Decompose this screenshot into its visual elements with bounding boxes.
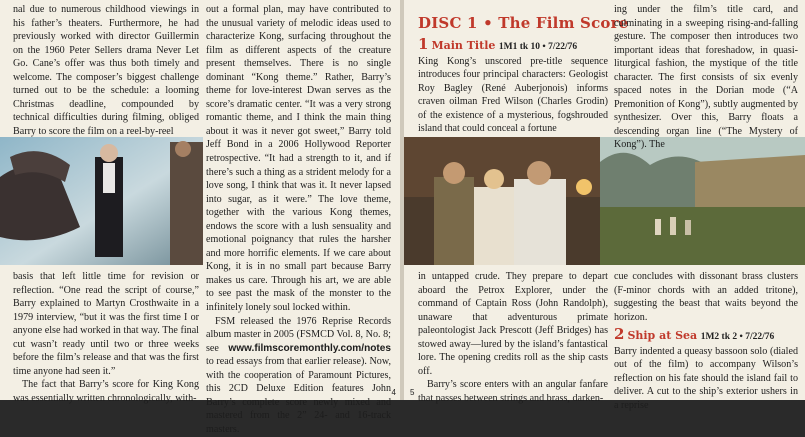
track-2-number: 2: [614, 325, 625, 344]
right-col1-top: [418, 35, 608, 136]
photo-island-wall: [600, 137, 805, 265]
left-page: [0, 0, 400, 435]
track-1-info: 1M1 tk 10 • 7/22/76: [498, 42, 578, 52]
track-2-heading: [614, 325, 798, 345]
photo-characters-on-ship: [404, 137, 600, 265]
right-col2-bottom: [614, 270, 798, 412]
right-col2-top: [614, 3, 798, 152]
right-col1-top-text: King Kong’s unscored pre-title sequence introduces four principal characters: Geologist Roy Bagley (René Auberjonois) informs craven oilman Fred Wilson (Charles Grodin) of the existence of a mysterious, fogshrouded island that could conceal a fortune: [418, 55, 608, 135]
right-col2-bottom-p1: cue concludes with dissonant brass clusters (F-minor chords with an added tritone), suggesting the beast that waits beyond the horizon.: [614, 271, 798, 323]
right-col1-bottom: [418, 270, 608, 405]
track-2-info: 1M2 tk 2 • 7/22/76: [700, 332, 775, 343]
left-col2-p2b: to read essays from that earlier release). Now, with the cooperation of Paramount Pictures, this 2CD Deluxe Edition features John Barry’s complete score newly mixed and mastered from the 2” 24- and 16-track masters.: [206, 356, 391, 435]
left-col2: [206, 3, 391, 437]
page-number-left: 4: [391, 388, 396, 397]
left-col2-p1: out a formal plan, may have contributed to the unusual variety of melodic ideas used to characterize Kong, surfacing throughout the film as different aspects of the creature present themselves. There is no single dominant “Kong theme.” Rather, Barry’s theme for love-interest Dwan serves as the score’s dramatic center. “It was a very strong romantic theme, and I think the main thing about it was it never got sweet,” Barry told Jeff Bond in a 2006 Hollywood Reporter retrospective. “It had a strength to it, and if there’s such a thing as a strident melody for a love song, I think that was it. It never lapsed into sugar, as it were.” The love theme, together with the various Kong themes, endows the score with a lush sensuality and emotional poignancy that rules the harsher and more horrific elements. If we care about Kong, it is in no small part because Barry makes us care. Through his art, we are able to see past the mask of the monster to the infinitely lonely soul locked within.: [206, 4, 391, 314]
left-col1-bottom-p1: basis that left little time for revision or reflection. “One read the script of course,” Barry explained to Martyn Crosthwaite in a 1979 interview, “but it was the first time I or anyone else had worked in that way. The final cut wasn’t ready until two or three weeks before the film’s release and that was the first time anyone had seen it.”: [13, 271, 199, 377]
disc-heading: DISC 1 • The Film Score: [418, 14, 629, 32]
track-1-number: 1: [418, 35, 429, 53]
right-col2-top-text: ing under the film’s title card, and culminating in a sweeping rising-and-falling gesture. The composer then introduces two important ideas that foreshadow, in quasi-liturgical fashion, the mystique of the title character. The first consists of six evenly spaced notes in the Dorian mode (“A Premonition of Kong”), subtly augmented by synthesizer. Over this, Barry floats a descending organ line (“The Mystery of Kong”). The: [614, 4, 798, 151]
right-page: [404, 0, 805, 411]
website-link[interactable]: www.filmscoremonthly.com/notes: [228, 342, 391, 354]
left-col2-p2a: FSM released the 1976 Reprise Records album master in 2005 (FSMCD Vol. 8, No. 8; see: [206, 315, 391, 354]
track-2-title: Ship at Sea: [627, 329, 698, 343]
left-col1-top-text: nal due to numerous childhood viewings in his father’s theaters. Furthermore, he had previously worked with director Guillermin on the 1960 Peter Sellers drama Never Let Go. Cane’s offer was thus both timely and welcome. The composer’s biggest challenge turned out to be the schedule: a looming Christmas deadline, compounded by technical difficulties during filming, obliged Barry to score the film on a reel-by-reel: [13, 4, 199, 137]
page-number-right: 5: [410, 388, 415, 397]
track-1-heading: [418, 35, 608, 55]
right-col1-bottom-p2: Barry’s score enters with an angular fanfare that passes between strings and brass, darken-: [418, 379, 608, 404]
track-1-title: Main Title: [431, 39, 496, 52]
photo-barry-with-kong-hand: [0, 137, 203, 265]
right-col1-bottom-p1: in untapped crude. They prepare to depart aboard the Petrox Explorer, under the command of Captain Ross (John Randolph), unaware that adventurous primate paleontologist Jack Prescott (Jeff Bridges) has stowed away—lured by the island’s fantastical lore. The opening credits roll as the ship casts off.: [418, 271, 608, 377]
left-col1-top: [13, 3, 199, 138]
left-col1-bottom-p2: The fact that Barry’s score for King Kong was essentially written chronologically, with-: [13, 379, 199, 404]
left-col1-bottom: [13, 270, 199, 405]
right-col2-bottom-p2: Barry indented a queasy bassoon solo (dialed out of the film) to accompany Wilson’s reflection on his fate should the island fail to deliver. A cut to the ship’s exterior ushers in a reprise: [614, 345, 798, 411]
